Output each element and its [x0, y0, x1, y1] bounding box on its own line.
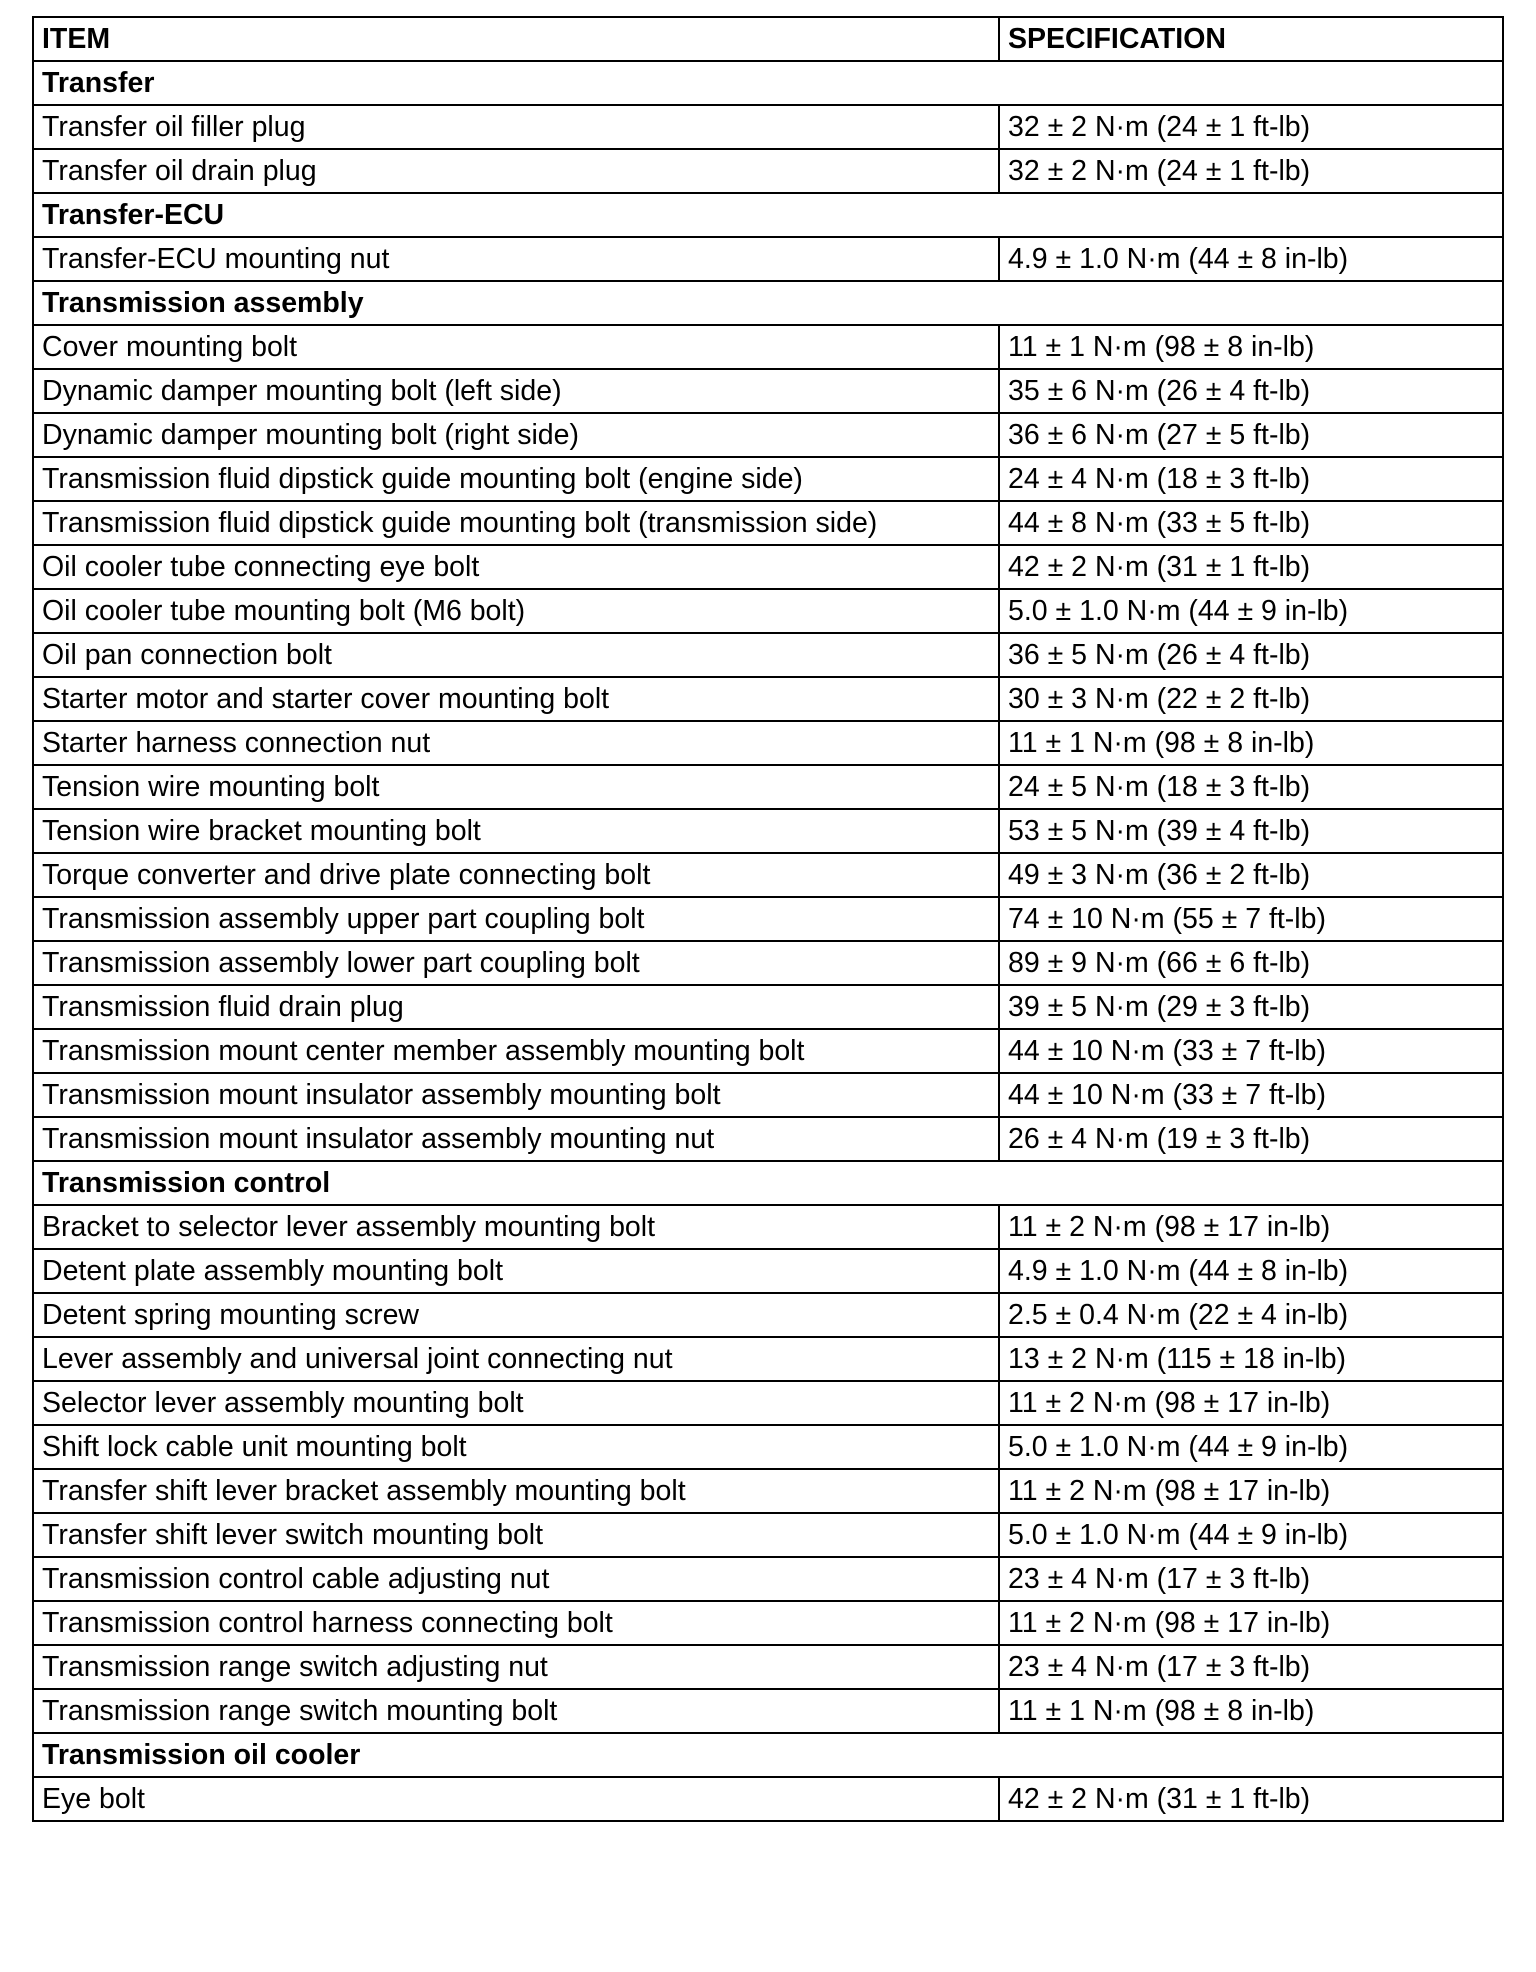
- item-cell: Shift lock cable unit mounting bolt: [33, 1425, 999, 1469]
- specification-cell: 42 ± 2 N·m (31 ± 1 ft-lb): [999, 545, 1503, 589]
- section-heading: Transfer-ECU: [33, 193, 1503, 237]
- section-row: [33, 1733, 1503, 1777]
- table-row: [33, 1469, 1503, 1513]
- table-row: [33, 1073, 1503, 1117]
- specification-cell: 35 ± 6 N·m (26 ± 4 ft-lb): [999, 369, 1503, 413]
- specification-cell: 11 ± 1 N·m (98 ± 8 in-lb): [999, 721, 1503, 765]
- table-row: [33, 1557, 1503, 1601]
- item-cell: Selector lever assembly mounting bolt: [33, 1381, 999, 1425]
- item-cell: Transmission fluid drain plug: [33, 985, 999, 1029]
- section-heading: Transmission assembly: [33, 281, 1503, 325]
- item-cell: Starter harness connection nut: [33, 721, 999, 765]
- item-cell: Transmission range switch adjusting nut: [33, 1645, 999, 1689]
- table-row: [33, 633, 1503, 677]
- item-cell: Bracket to selector lever assembly mounting bolt: [33, 1205, 999, 1249]
- item-cell: Torque converter and drive plate connecting bolt: [33, 853, 999, 897]
- specification-cell: 30 ± 3 N·m (22 ± 2 ft-lb): [999, 677, 1503, 721]
- item-cell: Transmission fluid dipstick guide mounting bolt (transmission side): [33, 501, 999, 545]
- table-row: [33, 721, 1503, 765]
- specification-cell: 11 ± 1 N·m (98 ± 8 in-lb): [999, 1689, 1503, 1733]
- table-row: [33, 1249, 1503, 1293]
- table-row: [33, 677, 1503, 721]
- section-heading: Transmission oil cooler: [33, 1733, 1503, 1777]
- specification-cell: 4.9 ± 1.0 N·m (44 ± 8 in-lb): [999, 1249, 1503, 1293]
- specification-cell: 11 ± 2 N·m (98 ± 17 in-lb): [999, 1381, 1503, 1425]
- item-cell: Cover mounting bolt: [33, 325, 999, 369]
- table-row: [33, 1689, 1503, 1733]
- section-row: [33, 193, 1503, 237]
- item-cell: Transmission assembly upper part coupling bolt: [33, 897, 999, 941]
- item-cell: Tension wire mounting bolt: [33, 765, 999, 809]
- specification-cell: 36 ± 5 N·m (26 ± 4 ft-lb): [999, 633, 1503, 677]
- item-cell: Eye bolt: [33, 1777, 999, 1821]
- table-row: [33, 897, 1503, 941]
- section-heading: Transmission control: [33, 1161, 1503, 1205]
- table-row: [33, 853, 1503, 897]
- table-row: [33, 545, 1503, 589]
- specification-cell: 11 ± 2 N·m (98 ± 17 in-lb): [999, 1469, 1503, 1513]
- item-cell: Transmission mount insulator assembly mounting nut: [33, 1117, 999, 1161]
- item-cell: Transmission control cable adjusting nut: [33, 1557, 999, 1601]
- item-cell: Dynamic damper mounting bolt (left side): [33, 369, 999, 413]
- specification-cell: 5.0 ± 1.0 N·m (44 ± 9 in-lb): [999, 589, 1503, 633]
- table-row: [33, 1425, 1503, 1469]
- table-row: [33, 1337, 1503, 1381]
- item-cell: Transfer shift lever bracket assembly mounting bolt: [33, 1469, 999, 1513]
- table-row: [33, 105, 1503, 149]
- torque-spec-table: [32, 16, 1504, 1822]
- specification-cell: 5.0 ± 1.0 N·m (44 ± 9 in-lb): [999, 1425, 1503, 1469]
- table-row: [33, 1777, 1503, 1821]
- table-row: [33, 369, 1503, 413]
- table-row: [33, 1645, 1503, 1689]
- specification-cell: 39 ± 5 N·m (29 ± 3 ft-lb): [999, 985, 1503, 1029]
- table-row: [33, 1513, 1503, 1557]
- item-cell: Starter motor and starter cover mounting bolt: [33, 677, 999, 721]
- item-cell: Oil cooler tube connecting eye bolt: [33, 545, 999, 589]
- table-row: [33, 237, 1503, 281]
- specification-cell: 89 ± 9 N·m (66 ± 6 ft-lb): [999, 941, 1503, 985]
- table-row: [33, 1293, 1503, 1337]
- table-row: [33, 149, 1503, 193]
- header-row: [33, 17, 1503, 61]
- table-row: [33, 413, 1503, 457]
- specification-cell: 24 ± 5 N·m (18 ± 3 ft-lb): [999, 765, 1503, 809]
- specification-cell: 36 ± 6 N·m (27 ± 5 ft-lb): [999, 413, 1503, 457]
- item-cell: Transfer oil filler plug: [33, 105, 999, 149]
- table-row: [33, 457, 1503, 501]
- section-row: [33, 61, 1503, 105]
- specification-cell: 44 ± 8 N·m (33 ± 5 ft-lb): [999, 501, 1503, 545]
- specification-cell: 11 ± 2 N·m (98 ± 17 in-lb): [999, 1601, 1503, 1645]
- item-cell: Transfer-ECU mounting nut: [33, 237, 999, 281]
- specification-cell: 32 ± 2 N·m (24 ± 1 ft-lb): [999, 105, 1503, 149]
- table-row: [33, 325, 1503, 369]
- specification-cell: 24 ± 4 N·m (18 ± 3 ft-lb): [999, 457, 1503, 501]
- table-body: [33, 61, 1503, 1821]
- item-cell: Transfer shift lever switch mounting bolt: [33, 1513, 999, 1557]
- section-heading: Transfer: [33, 61, 1503, 105]
- item-cell: Oil pan connection bolt: [33, 633, 999, 677]
- table-row: [33, 985, 1503, 1029]
- table-row: [33, 589, 1503, 633]
- specification-cell: 2.5 ± 0.4 N·m (22 ± 4 in-lb): [999, 1293, 1503, 1337]
- specification-cell: 26 ± 4 N·m (19 ± 3 ft-lb): [999, 1117, 1503, 1161]
- specification-cell: 74 ± 10 N·m (55 ± 7 ft-lb): [999, 897, 1503, 941]
- specification-cell: 13 ± 2 N·m (115 ± 18 in-lb): [999, 1337, 1503, 1381]
- table-row: [33, 765, 1503, 809]
- specification-cell: 23 ± 4 N·m (17 ± 3 ft-lb): [999, 1645, 1503, 1689]
- item-cell: Detent spring mounting screw: [33, 1293, 999, 1337]
- specification-cell: 53 ± 5 N·m (39 ± 4 ft-lb): [999, 809, 1503, 853]
- item-cell: Transmission fluid dipstick guide mounting bolt (engine side): [33, 457, 999, 501]
- specification-cell: 49 ± 3 N·m (36 ± 2 ft-lb): [999, 853, 1503, 897]
- item-cell: Transfer oil drain plug: [33, 149, 999, 193]
- item-cell: Transmission range switch mounting bolt: [33, 1689, 999, 1733]
- item-cell: Dynamic damper mounting bolt (right side): [33, 413, 999, 457]
- table-row: [33, 1601, 1503, 1645]
- column-header-specification: SPECIFICATION: [999, 17, 1503, 61]
- table-row: [33, 1029, 1503, 1073]
- specification-cell: 4.9 ± 1.0 N·m (44 ± 8 in-lb): [999, 237, 1503, 281]
- item-cell: Transmission control harness connecting bolt: [33, 1601, 999, 1645]
- specification-cell: 44 ± 10 N·m (33 ± 7 ft-lb): [999, 1073, 1503, 1117]
- specification-cell: 5.0 ± 1.0 N·m (44 ± 9 in-lb): [999, 1513, 1503, 1557]
- table-row: [33, 1381, 1503, 1425]
- table-row: [33, 809, 1503, 853]
- specification-cell: 42 ± 2 N·m (31 ± 1 ft-lb): [999, 1777, 1503, 1821]
- item-cell: Tension wire bracket mounting bolt: [33, 809, 999, 853]
- item-cell: Transmission mount center member assembly mounting bolt: [33, 1029, 999, 1073]
- item-cell: Detent plate assembly mounting bolt: [33, 1249, 999, 1293]
- table-row: [33, 941, 1503, 985]
- specification-cell: 11 ± 1 N·m (98 ± 8 in-lb): [999, 325, 1503, 369]
- table-row: [33, 1205, 1503, 1249]
- specification-cell: 32 ± 2 N·m (24 ± 1 ft-lb): [999, 149, 1503, 193]
- section-row: [33, 281, 1503, 325]
- column-header-item: ITEM: [33, 17, 999, 61]
- table-row: [33, 501, 1503, 545]
- item-cell: Transmission assembly lower part coupling bolt: [33, 941, 999, 985]
- item-cell: Oil cooler tube mounting bolt (M6 bolt): [33, 589, 999, 633]
- specification-cell: 23 ± 4 N·m (17 ± 3 ft-lb): [999, 1557, 1503, 1601]
- item-cell: Transmission mount insulator assembly mounting bolt: [33, 1073, 999, 1117]
- table-row: [33, 1117, 1503, 1161]
- specification-cell: 44 ± 10 N·m (33 ± 7 ft-lb): [999, 1029, 1503, 1073]
- specification-cell: 11 ± 2 N·m (98 ± 17 in-lb): [999, 1205, 1503, 1249]
- section-row: [33, 1161, 1503, 1205]
- item-cell: Lever assembly and universal joint connecting nut: [33, 1337, 999, 1381]
